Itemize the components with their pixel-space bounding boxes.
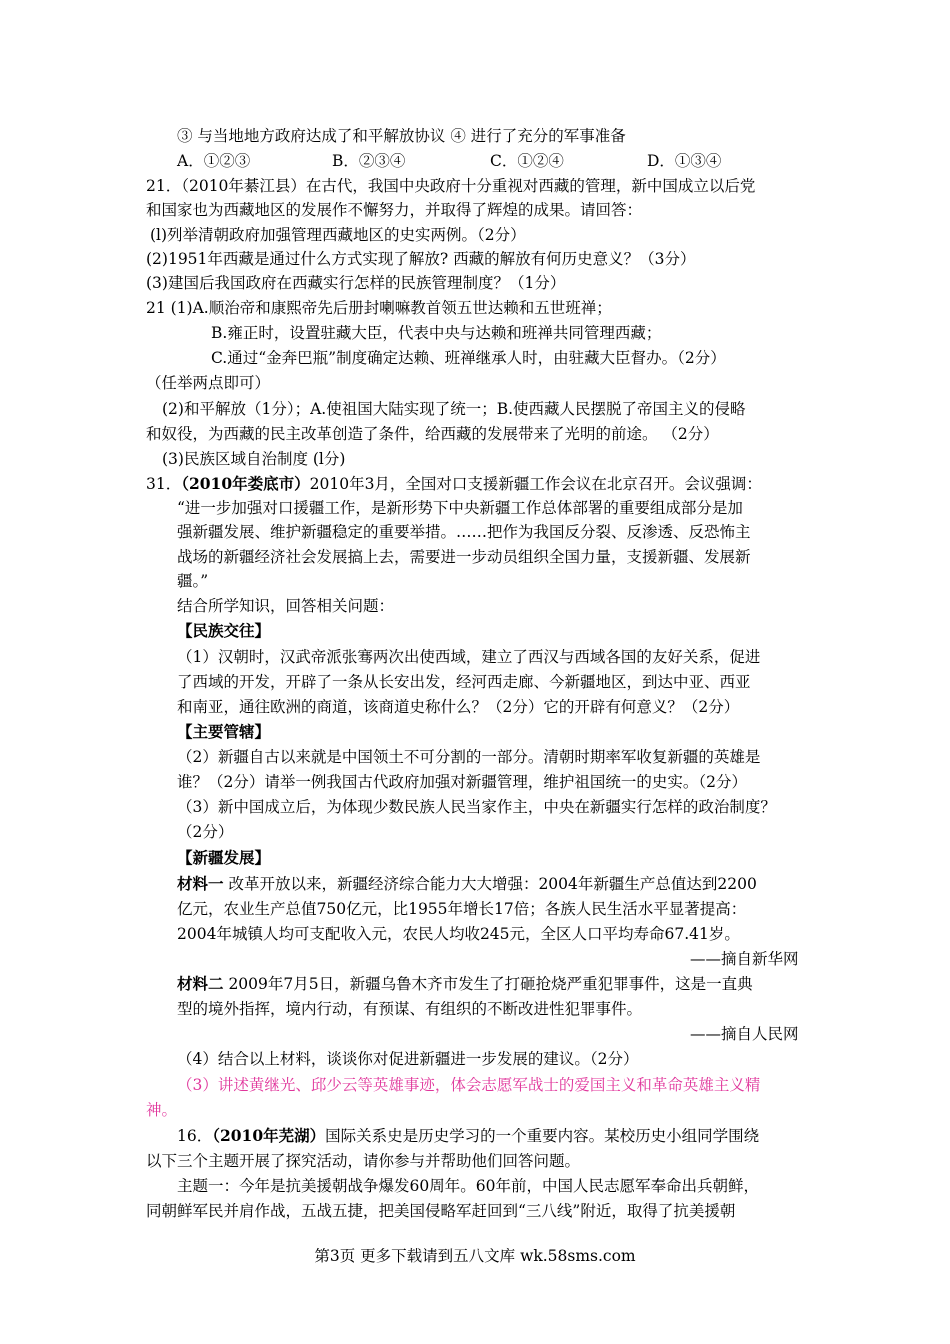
material2-source: ——摘自人民网 [690,1025,799,1043]
a21-part3: (3)民族区域自治制度 (l分) [162,450,346,468]
section-heading-ethnic-exchange: 【民族交往】 [177,621,271,640]
q31-intro: 2010年3月，全国对口支援新疆工作会议在北京召开。会议强调： [309,475,762,493]
section-heading-development: 【新疆发展】 [177,848,271,867]
q31-p3-line2: （2分） [177,823,234,841]
q21-stem-line2: 和国家也为西藏地区的发展作不懈努力，并取得了辉煌的成果。请回答： [146,201,643,219]
q31-p1-line2: 了西域的开发，开辟了一条从长安出发，经河西走廊、今新疆地区，到达中亚、西亚 [177,673,751,691]
option-d: D．①③④ [647,152,722,170]
q31-prompt: 结合所学知识，回答相关问题： [177,597,395,615]
material2-line1: 材料二 2009年7月5日，新疆乌鲁木齐市发生了打砸抢烧严重犯罪事件，这是一直典 [177,974,753,993]
a21-part1-c: C.通过“金奔巴瓶”制度确定达赖、班禅继承人时，由驻藏大臣督办。（2分） [211,349,726,367]
q31-quote-line3: 战场的新疆经济社会发展搞上去，需要进一步动员组织全国力量，支援新疆、发展新 [177,548,751,566]
q31-p2-line2: 谁？（2分）请举一例我国古代政府加强对新疆管理，维护祖国统一的史实。（2分） [177,773,747,791]
q16-stem-line1: 16．（2010年芜湖）国际关系史是历史学习的一个重要内容。某校历史小组同学围绕 [177,1126,760,1145]
q21-sub2: (2)1951年西藏是通过什么方式实现了解放? 西藏的解放有何历史意义？（3分） [146,250,696,268]
q31-source: （2010年娄底市） [181,474,310,493]
q16-stem-line2: 以下三个主题开展了探究活动，请你参与并帮助他们回答问题。 [146,1152,581,1170]
q21-stem-line1: 21．（2010年綦江县）在古代，我国中央政府十分重视对西藏的管理，新中国成立以后党 [146,177,756,195]
q16-number: 16． [177,1127,213,1145]
material1-line1: 材料一 改革开放以来，新疆经济综合能力大大增强：2004年新疆生产总值达到2200 [177,874,757,893]
page-footer: 第3页 更多下载请到五八文库 wk.58sms.com [314,1247,636,1265]
q31-quote-line2: 强新疆发展、维护新疆稳定的重要举措。……把作为我国反分裂、反渗透、反恐怖主 [177,523,751,541]
option-a: A．①②③ [177,152,251,170]
a21-part1-b: B.雍正时，设置驻藏大臣，代表中央与达赖和班禅共同管理西藏； [211,324,662,342]
q31-quote-line4: 疆。” [177,572,209,590]
q16-theme1-line2: 同朝鲜军民并肩作战，五战五捷，把美国侵略军赶回到“三八线”附近，取得了抗美援朝 [146,1202,736,1220]
q31-stem [146,472,762,496]
a21-part1-a: 21 (1)A.顺治帝和康熙帝先后册封喇嘛教首领五世达赖和五世班禅； [146,299,612,317]
q31-p1-line3: 和南亚，通往欧洲的商道，该商道史称什么？（2分）它的开辟有何意义？（2分） [177,698,740,716]
option-line: ③ 与当地地方政府达成了和平解放协议 ④ 进行了充分的军事准备 [177,127,626,145]
a21-note: （任举两点即可） [146,374,271,392]
q31-number: 31． [146,475,182,493]
q21-sub3: (3)建国后我国政府在西藏实行怎样的民族管理制度？（1分） [146,274,566,292]
material2-label: 材料二 [177,974,224,993]
option-c: C．①②④ [490,152,564,170]
q31-quote-line1: “进一步加强对口援疆工作，是新形势下中央新疆工作总体部署的重要组成部分是加 [177,499,743,517]
material1-line2: 亿元，农业生产总值750亿元，比1955年增长17倍；各族人民生活水平显著提高： [177,900,747,918]
q21-sub1: (l)列举清朝政府加强管理西藏地区的史实两例。（2分） [150,226,526,244]
option-b: B．②③④ [332,152,406,170]
material2-line2: 型的境外指挥，境内行动，有预谋、有组织的不断改进性犯罪事件。 [177,1000,643,1018]
a21-part2-line2: 和奴役，为西藏的民主改革创造了条件，给西藏的发展带来了光明的前途。 （2分） [146,425,719,443]
q16-theme1-line1: 主题一：今年是抗美援朝战争爆发60周年。60年前，中国人民志愿军奉命出兵朝鲜， [177,1177,759,1195]
highlighted-answer-line1: （3）讲述黄继光、邱少云等英雄事迹，体会志愿军战士的爱国主义和革命英雄主义精 [177,1076,761,1094]
q31-p3-line1: （3）新中国成立后，为体现少数民族人民当家作主，中央在新疆实行怎样的政治制度？ [177,798,776,816]
q31-p4: （4）结合以上材料，谈谈你对促进新疆进一步发展的建议。（2分） [177,1050,639,1068]
material1-label: 材料一 [177,874,224,893]
highlighted-answer-line2: 神。 [146,1101,178,1119]
section-heading-jurisdiction: 【主要管辖】 [177,722,271,741]
q16-source: （2010年芜湖） [212,1126,326,1145]
material1-line3: 2004年城镇人均可支配收入元，农民人均收245元，全区人口平均寿命67.41岁。 [177,925,740,943]
material1-source: ——摘自新华网 [690,950,799,968]
a21-part2-line1: (2)和平解放（1分）；A.使祖国大陆实现了统一；B.使西藏人民摆脱了帝国主义的侵略 [162,400,746,418]
q31-p1-line1: （1）汉朝时，汉武帝派张骞两次出使西域，建立了西汉与西域各国的友好关系，促进 [177,648,761,666]
q31-p2-line1: （2）新疆自古以来就是中国领土不可分割的一部分。清朝时期率军收复新疆的英雄是 [177,748,761,766]
